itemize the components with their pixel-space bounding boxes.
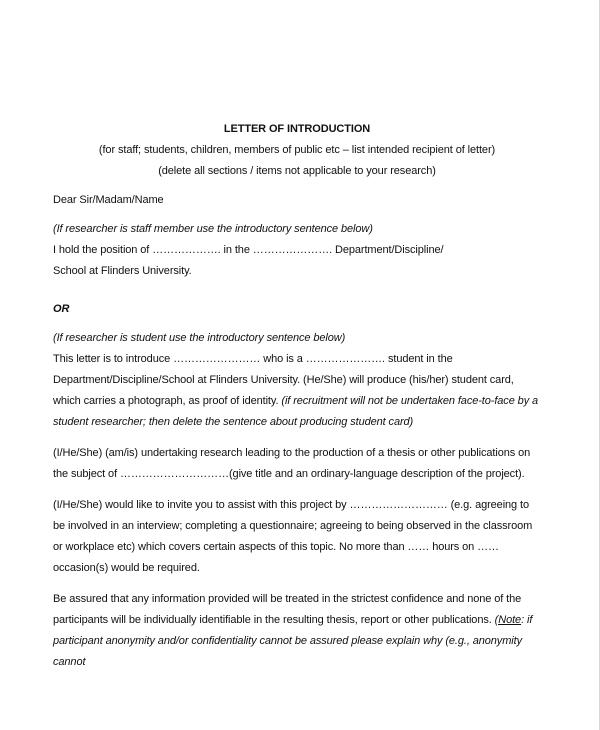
- assured-note-underline: (Note: [494, 614, 522, 626]
- staff-line-1: I hold the position of ………………. in the …………………. Department/Discipline/: [53, 244, 444, 256]
- invite-paragraph: (I/He/She) would like to invite you to assist with this project by ……………………… (e.g. agreeing to be involved in an interview; completing a questionnaire; agreeing to being observed in the classroom or workplace etc) which covers certain aspects of this topic. No more than …… hours on …… occasion(s) would be required.: [53, 499, 533, 574]
- student-paragraph-text: This letter is to introduce …………………… who is a …………………. student in the Department/Discipline/School at Flinders University. (He/She) will produce (his/her) student card, which carries a photograph, as proof of identity.: [53, 353, 514, 407]
- staff-line-2: School at Flinders University.: [53, 265, 192, 277]
- student-paragraph: [53, 349, 541, 433]
- student-paragraph-note: (if recruitment will not be undertaken face-to-face by a student researcher; then delete the sentence about producing student card): [53, 395, 539, 428]
- assured-note-label: [495, 614, 521, 626]
- salutation: Dear Sir/Madam/Name: [53, 194, 164, 206]
- or-divider: OR: [53, 303, 70, 315]
- student-note-text: (If researcher is student use the introductory sentence below): [53, 332, 346, 344]
- letter-subtitle-recipients: (for staff; students, children, members of public etc – list intended recipient of letter): [98, 144, 496, 156]
- research-paragraph: (I/He/She) (am/is) undertaking research leading to the production of a thesis or other publications on the subject of …………………………(give title and an ordinary-language description of the project).: [53, 447, 531, 480]
- staff-note-text: (If researcher is staff member use the introductory sentence below): [53, 223, 373, 235]
- letter-body: [53, 119, 541, 673]
- assured-paragraph: [53, 589, 541, 673]
- assured-paragraph-text: Be assured that any information provided will be treated in the strictest confidence and none of the participants will be individually identifiable in the resulting thesis, report or other publications.: [53, 593, 522, 626]
- assured-paragraph-note: : if participant anonymity and/or confidentiality cannot be assured please explain why (e.g., anonymity cannot: [53, 614, 533, 668]
- page-bottom-fade: [0, 690, 599, 730]
- student-note: [53, 328, 541, 349]
- staff-note: [53, 219, 541, 240]
- letter-subtitle-delete: (delete all sections / items not applicable to your research): [158, 165, 436, 177]
- letter-title: LETTER OF INTRODUCTION: [223, 123, 371, 135]
